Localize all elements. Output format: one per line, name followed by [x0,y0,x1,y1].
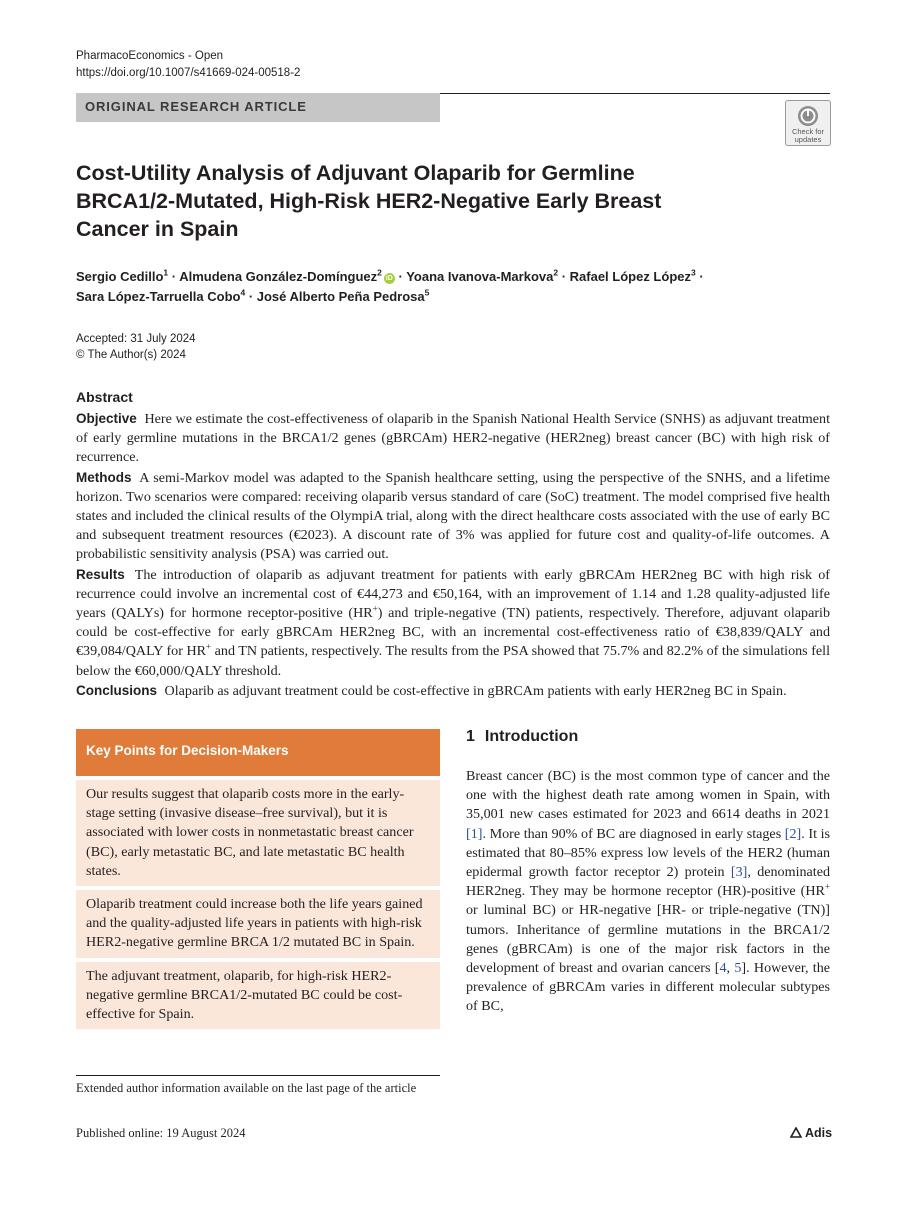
adis-triangle-icon [790,1127,802,1138]
intro-text: or luminal BC) or HR-negative [HR- or triple-negative (TN)] tumors. Inheritance of germline mutations in the BRCA1/2 genes (gBRCAm) is one of the major risk factors in the development of breast and ovarian cancers [466,902,830,977]
key-point-item: Olaparib treatment could increase both the life years gained and the quality-adjusted life years in patients with high-risk HER2-negative germline BRCA 1/2 mutated BC in Spain. [76,890,440,958]
superscript-plus: + [206,641,212,652]
author-name[interactable]: Almudena González-Domínguez [179,269,378,284]
footnote-rule [76,1075,440,1076]
key-points-heading: Key Points for Decision-Makers [76,729,440,776]
journal-name: PharmacoEconomics - Open [76,50,224,62]
key-point-item: Our results suggest that olaparib costs more in the early-stage setting (invasive disease–free survival), but it is associated with lower costs in nonmetastatic breast cancer (BC), early metastatic BC, and late metastatic BC health states. [76,780,440,886]
citation-link[interactable]: 4 [719,960,727,977]
conclusions-label: Conclusions [76,682,158,698]
orcid-icon[interactable]: iD [385,275,393,282]
objective-label: Objective [76,411,137,426]
intro-text: Breast cancer (BC) is the most common type of cancer and the one with the highest death rate among women in Spain, with 35,001 new cases estimated for 2023 and 6614 deaths in 2021 [466,768,830,823]
badge-text-line2: updates [794,135,822,144]
badge-text-line1: Check for [791,127,825,136]
methods-label: Methods [76,469,132,485]
section-number: 1 [466,728,475,745]
objective-text: Here we estimate the cost-effectiveness of olaparib in the Spanish National Health Service (SNHS) as adjuvant treatment of early germline mutations in the BRCA1/2 genes (gBRCAm) HER2-negative (HER2neg) breast cancer (BC) with high risk of recurrence. [76,411,830,466]
author-affiliation: 1 [163,267,169,278]
key-points-box [76,729,440,1029]
introduction-body: Breast cancer (BC) is the most common type of cancer and the one with the highest death rate among women in Spain, with 35,001 new cases estimated for 2023 and 6614 deaths in 2021 [1]. More than 90% of BC are diagnosed in early stages [2]. It is estimated that 80–85% express low levels of the HER2 (human epidermal growth factor receptor 2) protein [3], denominated HER2neg. They may be hormone receptor (HR)-positive (HR+ or luminal BC) or HR-negative [HR- or triple-negative (TN)] tumors. Inheritance of germline mutations in the BRCA1/2 genes (gBRCAm) is one of the major risk factors in the development of breast and ovarian cancers [4, 5]. However, the prevalence of gBRCAm varies in different molecular subtypes of BC, [466,768,831,1015]
author-name[interactable]: Sara López-Tarruella Cobo [76,289,241,304]
citation-link[interactable]: [2] [784,825,802,842]
abstract-body [76,409,830,701]
check-for-updates-badge[interactable] [785,100,831,146]
author-affiliation: 2 [377,267,382,278]
results-text-2: ) and triple-negative (TN) patients, respectively. Therefore, adjuvant olaparib could be cost-effective for early gBRCAm HER2neg BC, with an incremental cost-effectiveness ratio of €38,839/QALY and €39,084/QALY for HR [76,605,830,660]
citation-link[interactable]: 5 [734,960,742,977]
author-list: Sergio Cedillo$^1$ · Almudena González-Domínguez$^2$iD · Yoana Ivanova-Markova$^2$ · Rafael López López$^3$ · Sara López-Tarruella Cobo$^4$ · José Alberto Peña Pedrosa$^5$ [76,267,704,304]
publisher-name: Adis [805,1126,833,1140]
article-title: Cost-Utility Analysis of Adjuvant Olaparib for Germline BRCA1/2-Mutated, High-Risk HER2-Negative Early Breast Cancer in Spain [76,161,662,241]
author-affiliation: 3 [691,267,696,278]
author-name[interactable]: Rafael López López [569,269,691,284]
intro-text: . It is estimated that 80–85% express low levels of the HER2 (human epidermal growth factor receptor 2) protein [466,825,830,881]
author-affiliation: 5 [424,287,430,298]
results-label: Results [76,566,125,582]
abstract-conclusions [76,681,830,701]
results-text-3: and TN patients, respectively. The results from the PSA showed that 75.7% and 82.2% of the simulations fell below the €60,000/QALY threshold. [76,643,830,679]
copyright-line: © The Author(s) 2024 [76,349,186,361]
publisher-logo[interactable] [790,1126,832,1140]
footnote: Extended author information available on the last page of the article [76,1081,417,1095]
intro-text: . More than 90% of BC are diagnosed in early stages [482,825,785,842]
journal-header [76,48,300,82]
published-date: Published online: 19 August 2024 [76,1126,246,1140]
author-name[interactable]: Sergio Cedillo [76,269,164,284]
citation-link[interactable]: [3] [730,864,748,881]
article-dates [76,331,196,363]
key-point-item: The adjuvant treatment, olaparib, for high-risk HER2-negative germline BRCA1/2-mutated BC could be cost-effective for Spain. [76,962,440,1030]
superscript-plus: + [824,881,830,892]
methods-text: A semi-Markov model was adapted to the Spanish healthcare setting, using the perspective of the SNHS, and a lifetime horizon. Two scenarios were compared: receiving olaparib versus standard of care (SoC) treatment. The model comprised five health states and included the clinical results of the OlympiA trial, along with the direct healthcare costs associated with the use of early BC and subsequent treatment resources (€2023). A discount rate of 3% was applied for future cost and quality-of-life outcomes. A probabilistic sensitivity analysis (PSA) was carried out. [76,469,830,563]
author-name[interactable]: José Alberto Peña Pedrosa [256,289,425,304]
author-affiliation: 4 [240,287,246,298]
results-text-1: The introduction of olaparib as adjuvant treatment for patients with early gBRCAm HER2neg BC with high risk of recurrence could involve an incremental cost of €44,273 and €50,164, with an improvement of 1.14 and 1.28 quality-adjusted life years (QALYs) for hormone receptor-positive (HR [76,566,830,622]
introduction-heading [466,728,578,746]
abstract-heading: Abstract [76,389,133,405]
abstract-methods [76,468,830,565]
header-rule [440,93,830,94]
author-name[interactable]: Yoana Ivanova-Markova [406,269,554,284]
article-type-label: ORIGINAL RESEARCH ARTICLE [85,99,307,114]
citation-link[interactable]: [1] [466,825,483,842]
conclusions-text: Olaparib as adjuvant treatment could be cost-effective in gBRCAm patients with early HER2neg BC in Spain. [164,682,787,699]
section-title: Introduction [484,728,579,745]
check-updates-icon [797,105,819,127]
accepted-date: Accepted: 31 July 2024 [76,333,196,345]
intro-text: . However, the prevalence of gBRCAm varies in different molecular subtypes of BC, [466,960,831,1015]
intro-text: , denominated HER2neg. They may be hormone receptor (HR)-positive (HR [466,864,831,900]
author-affiliation: 2 [553,267,559,278]
abstract-results [76,565,830,681]
superscript-plus: + [372,603,378,614]
abstract-objective [76,409,830,468]
journal-doi[interactable]: https://doi.org/10.1007/s41669-024-00518-2 [76,67,301,79]
